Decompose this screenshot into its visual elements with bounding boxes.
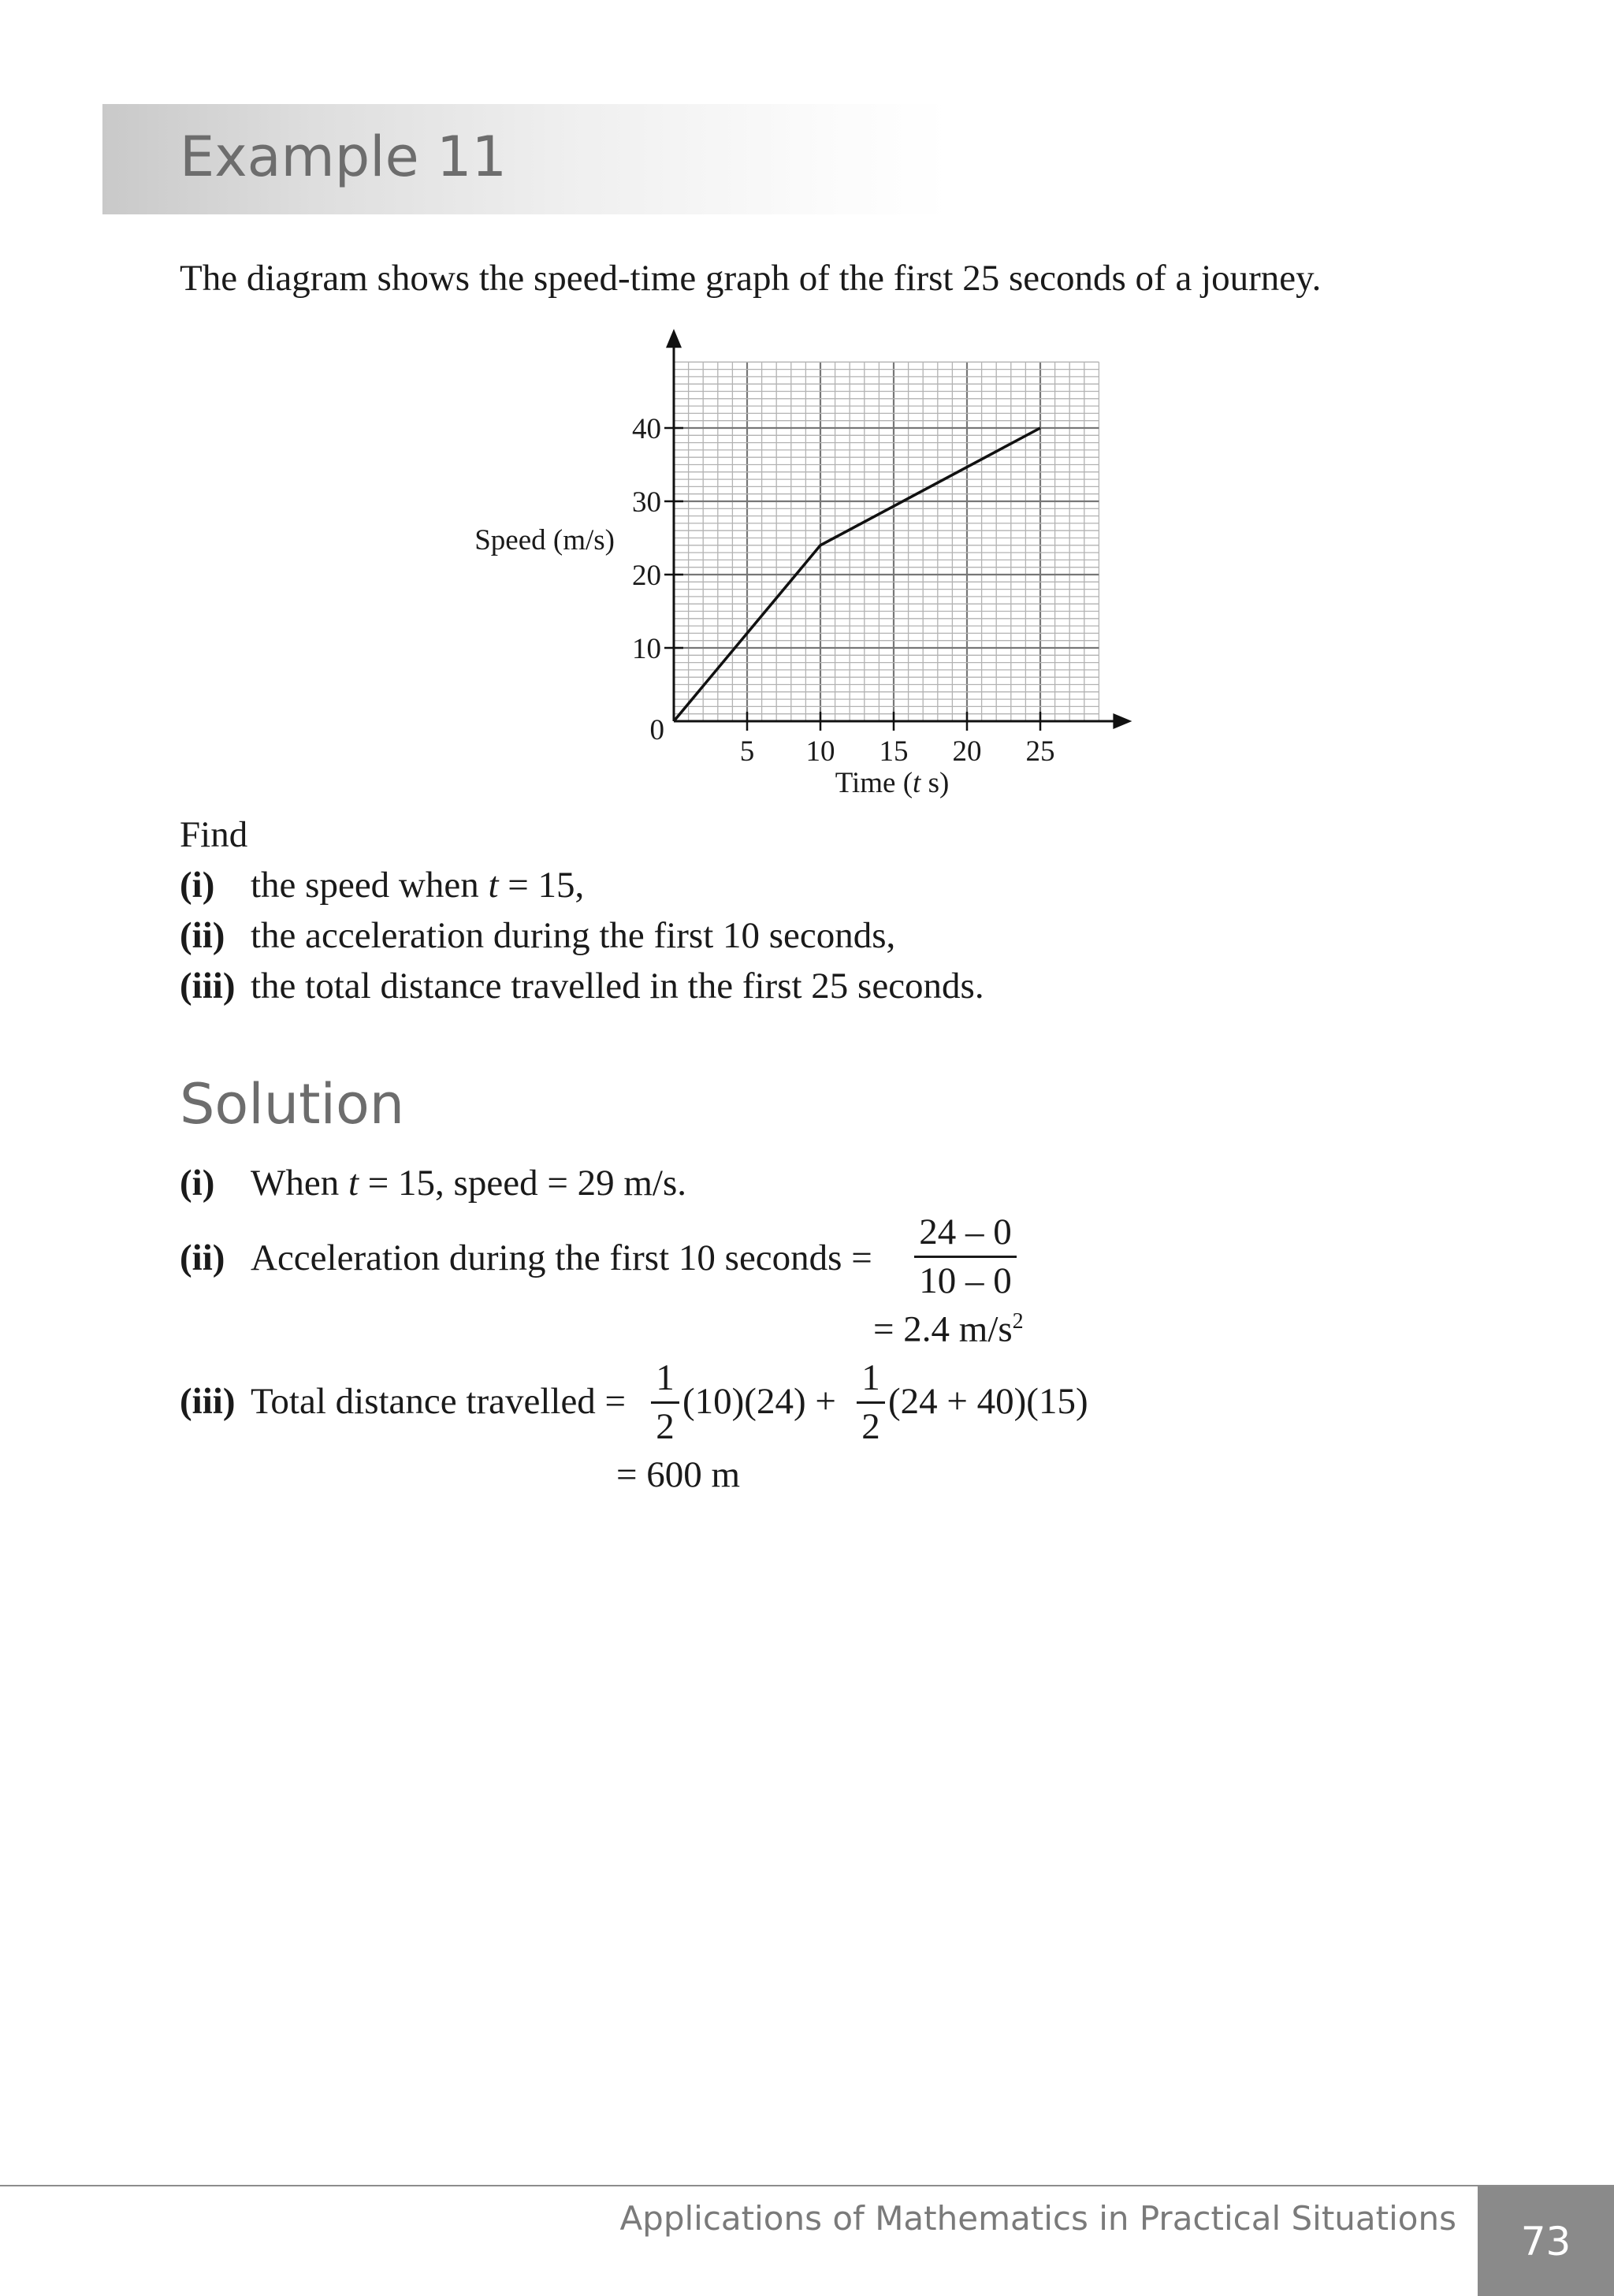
solution-i-var: t	[348, 1163, 359, 1204]
half-fraction-1	[651, 1357, 679, 1447]
half-2-bar	[857, 1401, 885, 1404]
find-item-iii: the total distance travelled in the first 25 seconds.	[251, 966, 984, 1007]
chart-ticks	[632, 413, 1055, 768]
fraction-bar	[914, 1256, 1017, 1258]
solution-iii-result: = 600 m	[616, 1454, 741, 1495]
find-item-label-ii: (ii)	[180, 915, 225, 956]
solution-i	[251, 1165, 686, 1202]
y-tick-label: 40	[632, 413, 661, 445]
acceleration-result-sup: 2	[1012, 1309, 1024, 1334]
find-intro: Find	[180, 814, 248, 855]
find-item-label-i: (i)	[180, 865, 215, 906]
solution-iii-term2: (24 + 40)(15)	[888, 1381, 1088, 1422]
x-axis-arrow	[1113, 713, 1132, 729]
y-axis-arrow	[666, 329, 682, 348]
find-item-i-after: = 15,	[498, 865, 585, 906]
solution-iii-text: Total distance travelled =	[251, 1381, 627, 1422]
example-title: Example 11	[180, 125, 508, 189]
fraction-numerator: 24 – 0	[919, 1211, 1012, 1252]
half-2-denominator: 2	[861, 1406, 880, 1447]
x-tick-label: 5	[739, 735, 755, 768]
solution-i-after: = 15, speed = 29 m/s.	[359, 1163, 686, 1204]
footer-divider	[0, 2185, 1614, 2186]
acceleration-result-text: = 2.4 m/s	[873, 1308, 1013, 1350]
acceleration-fraction	[914, 1211, 1017, 1301]
y-axis-label: Speed (m/s)	[474, 524, 615, 556]
solution-i-before: When	[251, 1163, 348, 1204]
half-2-numerator: 1	[861, 1357, 880, 1398]
chart-grid	[674, 362, 1099, 721]
solution-label-iii: (iii)	[180, 1381, 236, 1422]
y-tick-label: 30	[632, 486, 661, 519]
find-item-i	[251, 867, 584, 904]
speed-time-chart	[0, 0, 1614, 812]
y-tick-label: 20	[632, 560, 661, 592]
solution-label-ii: (ii)	[180, 1237, 225, 1278]
page-number: 73	[1520, 2218, 1571, 2264]
acceleration-result	[873, 1308, 1024, 1350]
half-1-numerator: 1	[656, 1357, 675, 1398]
intro-text: The diagram shows the speed-time graph of the first 25 seconds of a journey.	[180, 258, 1322, 299]
origin-label: 0	[649, 714, 664, 746]
find-item-label-iii: (iii)	[180, 966, 236, 1007]
find-item-i-var: t	[488, 865, 499, 906]
chart-axes	[666, 329, 1132, 729]
half-fraction-2	[857, 1357, 885, 1447]
solution-label-i: (i)	[180, 1163, 215, 1204]
find-item-i-before: the speed when	[251, 865, 489, 906]
find-item-ii: the acceleration during the first 10 seconds,	[251, 915, 896, 956]
x-tick-label: 15	[879, 735, 909, 768]
half-1-bar	[651, 1401, 679, 1404]
x-tick-label: 10	[805, 735, 835, 768]
footer-title: Applications of Mathematics in Practical Situations	[619, 2199, 1456, 2238]
solution-iii-term1: (10)(24) +	[682, 1381, 836, 1422]
solution-title: Solution	[180, 1072, 405, 1137]
x-axis-label: Time (t s)	[835, 767, 950, 799]
half-1-denominator: 2	[656, 1406, 675, 1447]
x-tick-label: 20	[952, 735, 982, 768]
x-tick-label: 25	[1025, 735, 1055, 768]
solution-ii-text: Acceleration during the first 10 seconds =	[251, 1237, 872, 1278]
fraction-denominator: 10 – 0	[919, 1260, 1012, 1301]
y-tick-label: 10	[632, 633, 661, 665]
